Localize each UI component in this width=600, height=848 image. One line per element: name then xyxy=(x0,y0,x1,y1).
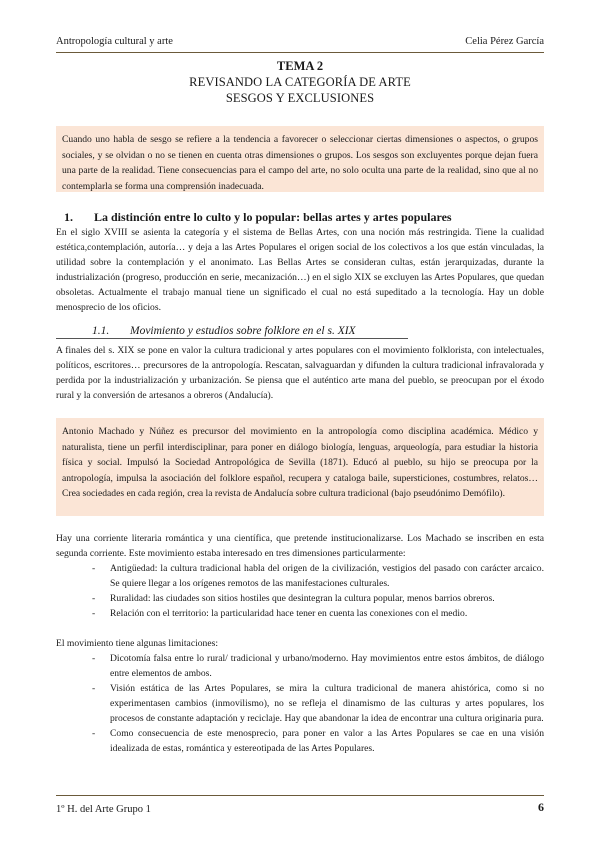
section-1-1-paragraph: A finales del s. XIX se pone en valor la cultura tradicional y artes populares con el movimiento folklorista, con intelectuales, políticos, escritores… precursores de la antropología. Rescatan, salvaguardan y difunden la cultura tradicional infravalorada y perdida por la industrialización y urbanización. Se piensa que el auténtico arte mana del pueblo, se preocupan por el éxodo rural y la conversión de artesanos a obreros (Andalucía). xyxy=(56,345,544,401)
section-1-1-title: Movimiento y estudios sobre folklore en el s. XIX xyxy=(130,325,356,337)
list-item-text: Antigüedad: la cultura tradicional habla del origen de la civilización, vestigios del pasado con carácter arcaico. Se quiere llegar a los orígenes remotos de las manifestaciones culturales. xyxy=(110,563,544,589)
bullet-dash: - xyxy=(92,593,96,604)
page-footer xyxy=(56,795,544,815)
page-number: 6 xyxy=(538,800,544,814)
list-item-text: Visión estática de las Artes Populares, se mira la cultura tradicional de manera ahistórica, como si no experimentasen cambios (inmovilismo), no se refleja el dinamismo de las culturas y artes populares, los procesos de constante adaptación y reciclaje. Hay que abandonar la idea de encontrar una cultura originaria pura. xyxy=(110,683,544,724)
list-item xyxy=(56,561,544,591)
intro-box: Cuando uno habla de sesgo se refiere a la tendencia a favorecer o seleccionar ciertas dimensiones o aspectos, o grupos sociales, y se olvidan o no se tienen en cuenta otras dimensiones o grupos. Los sesgos son excluyentes porque dejan fuera una parte de la realidad. Tiene consecuencias para el campo del arte, no solo oculta una parte de la realidad, sino que al no contemplarla se forma una comprensión inadecuada. xyxy=(56,126,544,192)
header-course: Antropología cultural y arte xyxy=(56,36,173,47)
list-item xyxy=(56,651,544,681)
corrientes-block xyxy=(56,531,544,621)
list-item-text: Relación con el territorio: la particularidad hace tener en cuenta las conexiones con el medio. xyxy=(110,608,468,619)
list-item xyxy=(56,606,544,621)
bullet-dash: - xyxy=(92,563,96,574)
list-item-text: Ruralidad: las ciudades son sitios hostiles que desintegran la cultura popular, menos barrios obreros. xyxy=(110,593,495,604)
footer-group: 1º H. del Arte Grupo 1 xyxy=(56,804,151,815)
section-1-1-heading xyxy=(56,325,408,339)
limitaciones-list xyxy=(56,651,544,756)
header-author: Celia Pérez García xyxy=(465,36,544,47)
bullet-dash: - xyxy=(92,608,96,619)
machado-box: Antonio Machado y Núñez es precursor del movimiento en la antropología como disciplina académica. Médico y naturalista, tiene un perfil interdisciplinar, para poner en diálogo biología, lenguas, arqueología, para estudiar la historia física y social. Impulsó la Sociedad Antropológica de Sevilla (1871). Educó al pueblo, su hijo se preocupa por la antropología, impulsa la asociación del folklore español, recupera y cataloga baile, supersticiones, costumbres, relatos… Crea sociedades en cada región, crea la revista de Andalucía sobre cultura tradicional (bajo pseudónimo Demófilo). xyxy=(56,418,544,516)
list-item xyxy=(56,726,544,756)
list-item-text: Dicotomía falsa entre lo rural/ tradicional y urbano/moderno. Hay movimientos entre estos ámbitos, de diálogo entre elementos de ambos. xyxy=(110,653,544,679)
title-line-1: REVISANDO LA CATEGORÍA DE ARTE xyxy=(189,75,411,89)
corrientes-list xyxy=(56,561,544,621)
section-1-number: 1. xyxy=(64,210,73,224)
page-header xyxy=(56,36,544,53)
section-1-title: La distinción entre lo culto y lo popular: bellas artes y artes populares xyxy=(94,210,452,224)
corrientes-intro: Hay una corriente literaria romántica y una científica, que pretende institucionalizarse. Los Machado se inscriben en esta segunda corriente. Este movimiento estaba interesado en tres dimensiones particularmente: xyxy=(56,533,544,559)
limitaciones-intro: El movimiento tiene algunas limitaciones: xyxy=(56,638,218,649)
bullet-dash: - xyxy=(92,728,96,739)
tema-label: TEMA 2 xyxy=(276,59,324,73)
title-line-2: SESGOS Y EXCLUSIONES xyxy=(225,91,375,105)
document-title xyxy=(56,58,544,106)
list-item-text: Como consecuencia de este menosprecio, para poner en valor a las Artes Populares se cae en una visión idealizada de estas, romántica y estereotipada de las Artes Populares. xyxy=(110,728,544,754)
list-item xyxy=(56,681,544,726)
limitaciones-block xyxy=(56,636,544,756)
bullet-dash: - xyxy=(92,653,96,664)
section-1-1-number: 1.1. xyxy=(92,325,110,337)
section-1-heading xyxy=(56,210,452,225)
list-item xyxy=(56,591,544,606)
section-1-paragraph: En el siglo XVIII se asienta la categoría y el sistema de Bellas Artes, con una noción más restringida. Tiene la cualidad estética,contemplación, autoría… y deja a las Artes Populares el origen social de los colectivos a los que están vinculadas, la utilidad sobre la contemplación y el anonimato. Las Bellas Artes se consideran cultas, están jerarquizadas, durante la industrialización (progreso, producción en serie, mecanización…) en el siglo XIX se excluyen las Artes Populares, que quedan obsoletas. Actualmente el trabajo manual tiene un significado el cual no está supeditado a la tecnología. Hay un doble menosprecio de los oficios. xyxy=(56,227,544,313)
bullet-dash: - xyxy=(92,683,96,694)
